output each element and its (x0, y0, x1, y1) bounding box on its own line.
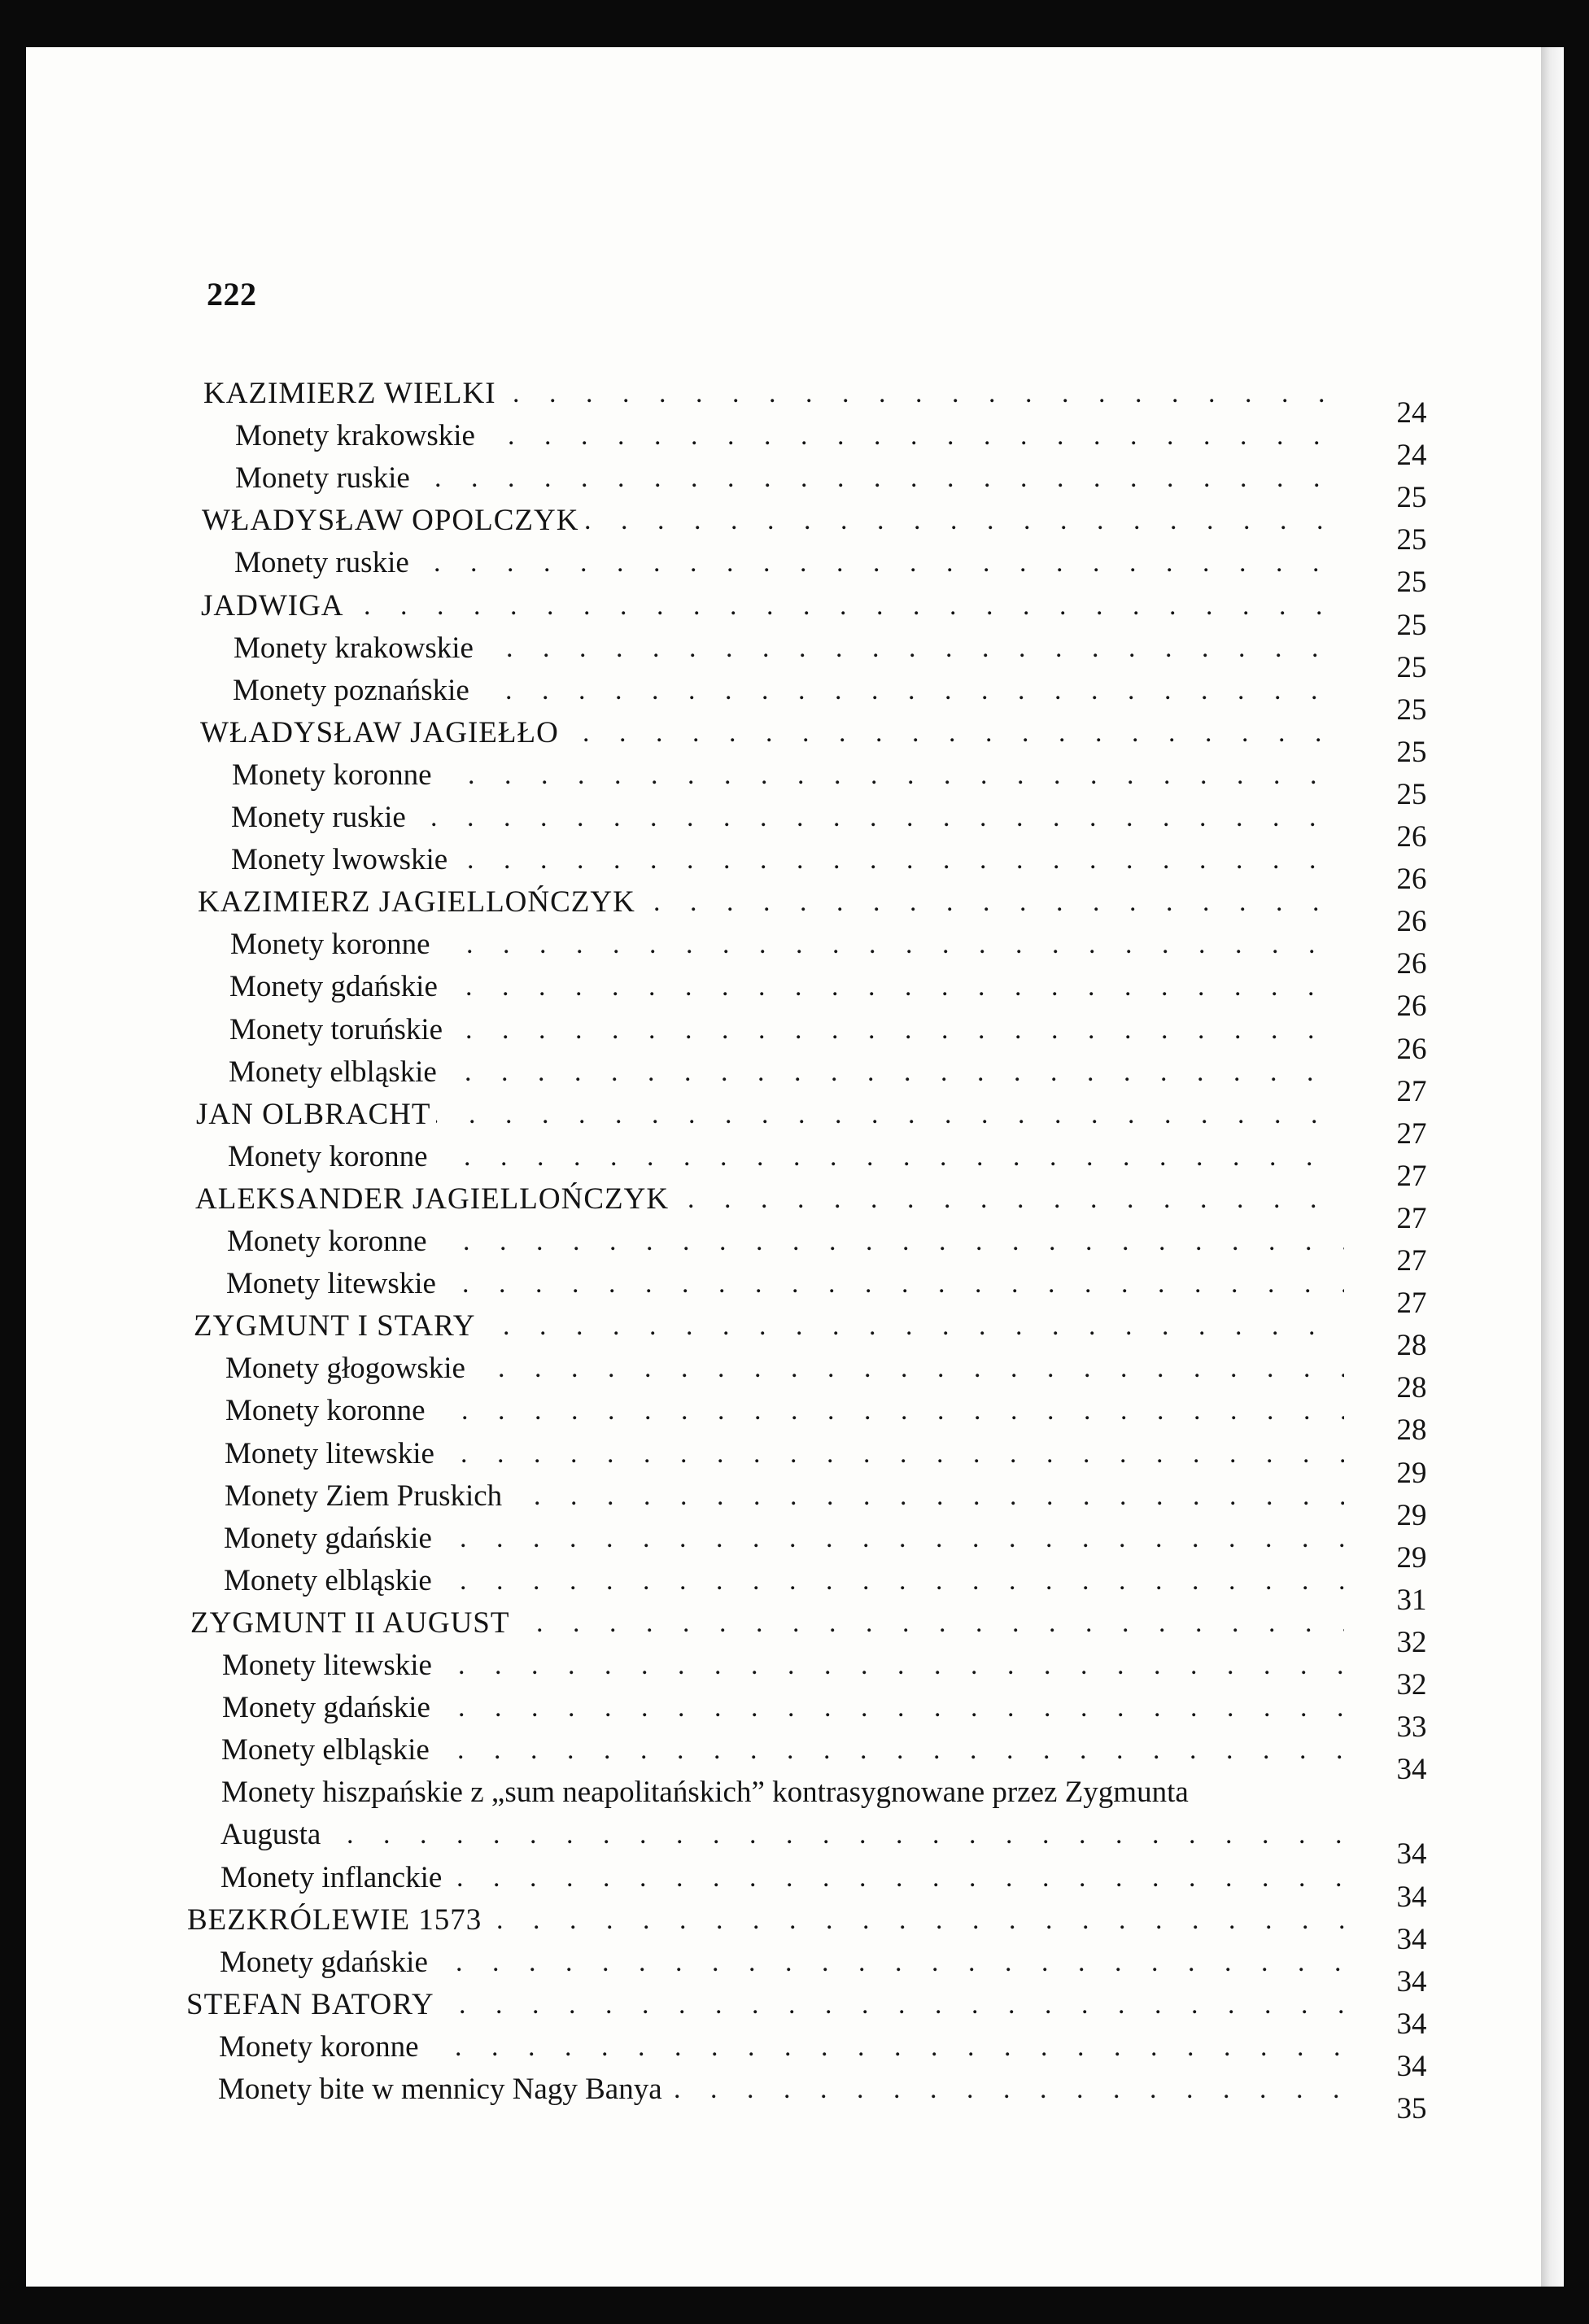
toc-label: Monety głogowskie (225, 1348, 470, 1390)
dot-leader (247, 797, 1344, 839)
toc-page-number: 25 (1396, 481, 1427, 515)
toc-label: KAZIMIERZ WIELKI (203, 373, 501, 415)
toc-label: Monety gdańskie (220, 1942, 433, 1984)
toc-page-number: 26 (1396, 863, 1427, 897)
toc-page-number: 26 (1396, 905, 1427, 939)
toc-page-number: 26 (1396, 989, 1427, 1024)
toc-section-row (26, 1984, 1564, 2041)
toc-page-number: 25 (1396, 523, 1427, 557)
toc-label: JADWIGA (201, 585, 349, 627)
toc-page-number: 27 (1396, 1074, 1427, 1108)
toc-entry-row (26, 1390, 1564, 1448)
toc-entry-row (26, 2068, 1564, 2125)
toc-page-number: 28 (1396, 1329, 1427, 1363)
toc-label: Monety koronne (228, 1136, 433, 1178)
toc-label: Monety ruskie (235, 457, 415, 500)
toc-section-row (26, 373, 1564, 430)
toc-page-number: 32 (1396, 1625, 1427, 1659)
toc-label: Monety litewskie (225, 1433, 439, 1475)
toc-page-number: 29 (1396, 1540, 1427, 1575)
dot-leader (217, 585, 1344, 627)
toc-label: Monety koronne (225, 1390, 430, 1432)
toc-page-number: 25 (1396, 777, 1427, 811)
toc-entry-row (26, 1348, 1564, 1405)
toc-section-row (26, 1899, 1564, 1956)
toc-section-row (26, 585, 1564, 642)
toc-entry-row (26, 1263, 1564, 1321)
toc-page-number: 26 (1396, 947, 1427, 981)
toc-entry-row (26, 1009, 1564, 1066)
toc-section-row (26, 500, 1564, 557)
toc-label: ALEKSANDER JAGIELLOŃCZYK (195, 1178, 674, 1221)
toc-label: ZYGMUNT II AUGUST (190, 1602, 514, 1645)
toc-entry-row (26, 627, 1564, 684)
toc-entry-row (26, 457, 1564, 515)
toc-page-number: 25 (1396, 566, 1427, 600)
toc-page-number: 25 (1396, 650, 1427, 684)
toc-entry-row (26, 1475, 1564, 1532)
toc-entry-row (26, 1687, 1564, 1745)
toc-page-number: 35 (1396, 2092, 1427, 2125)
toc-page-number: 25 (1396, 735, 1427, 769)
toc-page-number: 34 (1396, 1753, 1427, 1787)
toc-entry-row (26, 839, 1564, 897)
toc-entry-row (26, 754, 1564, 811)
dot-leader (237, 1814, 1344, 1856)
toc-label: Monety krakowskie (235, 415, 480, 457)
toc-label: Monety koronne (227, 1221, 432, 1263)
toc-page-number: 34 (1396, 2007, 1427, 2041)
toc-entry-row (26, 2026, 1564, 2083)
toc-label: Monety hiszpańskie z „sum neapolitańskich” kontrasygnowane przez Zygmunta (221, 1771, 1194, 1814)
toc-page-number: 34 (1396, 2049, 1427, 2083)
toc-entry-row (26, 1857, 1564, 1914)
toc-label: ZYGMUNT I STARY (194, 1305, 480, 1348)
toc-section-row (26, 1602, 1564, 1659)
toc-page-number: 24 (1396, 439, 1427, 473)
dot-leader (251, 457, 1344, 500)
toc-page-number: 27 (1396, 1116, 1427, 1151)
toc-entry-row (26, 1771, 1564, 1814)
toc-page-number: 26 (1396, 820, 1427, 854)
toc-label: Monety bite w mennicy Nagy Banya (218, 2068, 667, 2111)
toc-page-number: 27 (1396, 1159, 1427, 1193)
toc-label: Monety koronne (230, 924, 435, 966)
toc-entry-row (26, 1645, 1564, 1702)
toc-page-number: 27 (1396, 1286, 1427, 1321)
toc-label: WŁADYSŁAW JAGIEŁŁO (200, 712, 564, 754)
toc-entry-row (26, 1136, 1564, 1193)
toc-page-number: 25 (1396, 608, 1427, 642)
toc-label: Monety poznańskie (233, 670, 474, 712)
toc-page-number: 29 (1396, 1456, 1427, 1490)
toc-label: STEFAN BATORY (186, 1984, 439, 2026)
dot-leader (251, 542, 1344, 584)
toc-label: Monety elbląskie (229, 1051, 442, 1094)
toc-entry-row (26, 670, 1564, 727)
toc-section-row (26, 1178, 1564, 1235)
toc-label: Monety toruńskie (229, 1009, 447, 1051)
toc-label: Monety inflanckie (220, 1857, 447, 1899)
toc-page-number: 26 (1396, 1032, 1427, 1066)
page-number: 222 (207, 276, 257, 312)
toc-page-number: 27 (1396, 1244, 1427, 1278)
toc-label: Monety litewskie (226, 1263, 441, 1305)
toc-label: Augusta (220, 1814, 325, 1856)
toc-label: Monety gdańskie (229, 966, 443, 1008)
toc-page-number: 25 (1396, 692, 1427, 727)
toc-section-row (26, 881, 1564, 939)
toc-page-number: 34 (1396, 1964, 1427, 1999)
toc-section-row (26, 712, 1564, 769)
toc-label: Monety ruskie (234, 542, 414, 584)
toc-section-row (26, 1305, 1564, 1363)
toc-entry-row (26, 1433, 1564, 1490)
toc-label: Monety litewskie (222, 1645, 437, 1687)
toc-section-row (26, 1094, 1564, 1151)
toc-label: Monety gdańskie (224, 1518, 437, 1560)
toc-label: Monety lwowskie (231, 839, 452, 881)
toc-entry-row (26, 1560, 1564, 1617)
toc-label: Monety krakowskie (234, 627, 478, 670)
toc-page-number: 29 (1396, 1498, 1427, 1532)
toc-entry-row (26, 1221, 1564, 1278)
toc-label: Monety koronne (232, 754, 437, 797)
document-page (26, 47, 1564, 2287)
toc-page-number: 33 (1396, 1710, 1427, 1745)
toc-label: Monety elbląskie (224, 1560, 437, 1602)
toc-entry-row (26, 797, 1564, 854)
toc-page-number: 28 (1396, 1413, 1427, 1448)
toc-entry-row (26, 924, 1564, 981)
toc-label: Monety koronne (219, 2026, 424, 2068)
toc-label: WŁADYSŁAW OPOLCZYK (202, 500, 583, 542)
toc-page-number: 24 (1396, 396, 1427, 430)
toc-label: Monety elbląskie (221, 1729, 434, 1771)
toc-label: Monety Ziem Pruskich (225, 1475, 507, 1518)
toc-page-number: 28 (1396, 1371, 1427, 1405)
toc-entry-row (26, 1729, 1564, 1787)
toc-label: BEZKRÓLEWIE 1573 (187, 1899, 487, 1942)
toc-label: JAN OLBRACHT (196, 1094, 436, 1136)
toc-page-number: 34 (1396, 1837, 1427, 1872)
toc-entry-row (26, 542, 1564, 600)
toc-page-number: 31 (1396, 1583, 1427, 1617)
toc-entry-row (26, 1518, 1564, 1575)
toc-page-number: 27 (1396, 1201, 1427, 1235)
toc-label: KAZIMIERZ JAGIELLOŃCZYK (198, 881, 640, 924)
toc-entry-row (26, 1814, 1564, 1872)
toc-page-number: 34 (1396, 1880, 1427, 1914)
toc-label: Monety ruskie (231, 797, 411, 839)
toc-entry-row (26, 966, 1564, 1024)
toc-entry-row (26, 1942, 1564, 1999)
toc-entry-row (26, 415, 1564, 473)
toc-page-number: 34 (1396, 1922, 1427, 1956)
toc-page-number: 32 (1396, 1668, 1427, 1702)
toc-label: Monety gdańskie (222, 1687, 435, 1729)
toc-entry-row (26, 1051, 1564, 1108)
